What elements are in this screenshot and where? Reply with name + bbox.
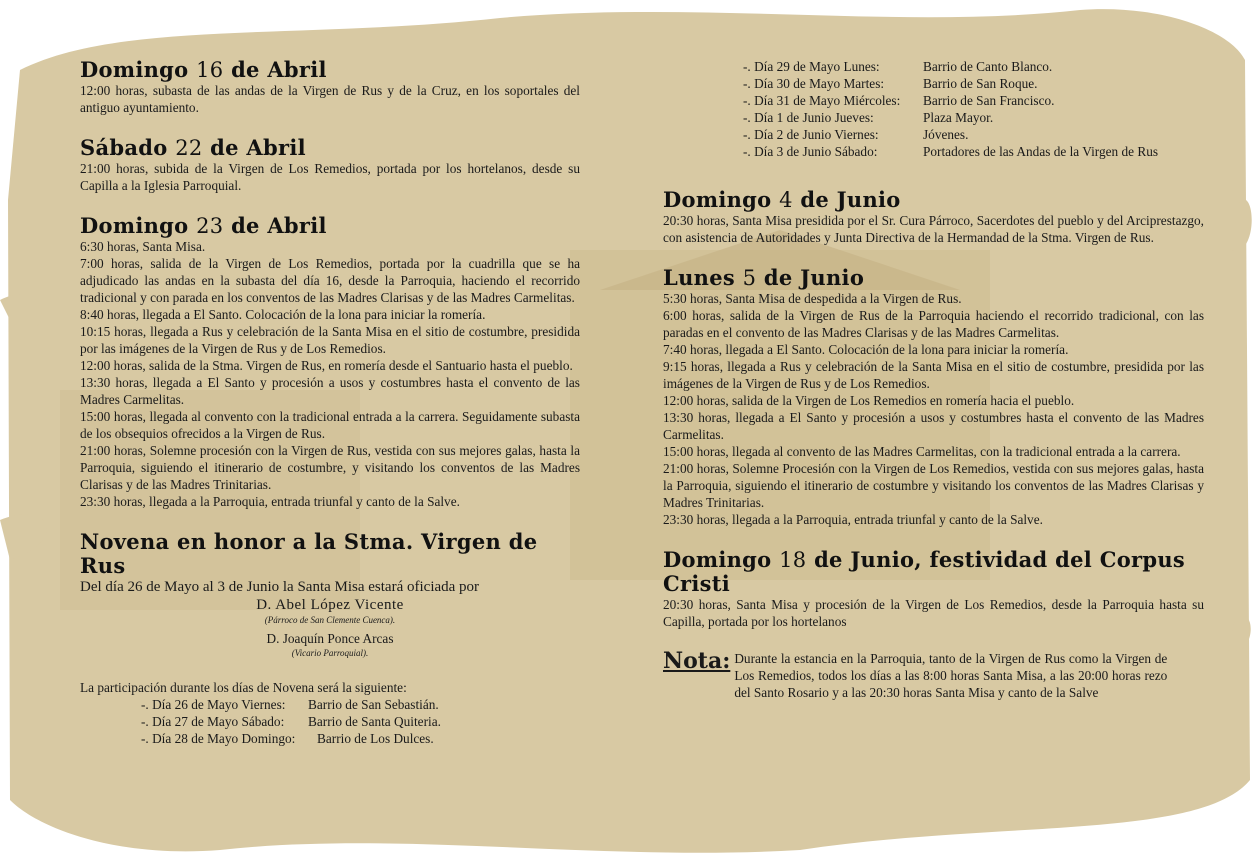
event-line: 21:00 horas, Solemne procesión con la Virgen de Rus, vestida con sus mejores galas, hasta la Parroquia, siguiendo el itinerario de costumbre, y visitando los conventos de las Madres Clarisas y de las Madres Trinitarias. <box>80 443 580 492</box>
participation-list <box>141 696 580 747</box>
list-item <box>743 75 1204 92</box>
event-line: 13:30 horas, llegada a El Santo y procesión a usos y costumbres hasta el convento de las Madres Carmelitas. <box>663 410 1204 442</box>
list-group: Barrio de San Francisco. <box>923 93 1055 108</box>
list-day: -. Día 29 de Mayo Lunes: <box>743 59 880 74</box>
section-body <box>663 596 1204 630</box>
list-day: -. Día 28 de Mayo Domingo: <box>141 731 296 746</box>
section-domingo-16-abril <box>80 58 580 116</box>
section-body <box>80 238 580 510</box>
list-day: -. Día 2 de Junio Viernes: <box>743 127 879 142</box>
list-day: -. Día 3 de Junio Sábado: <box>743 144 878 159</box>
section-domingo-4-junio <box>663 188 1204 246</box>
event-line: 10:15 horas, llegada a Rus y celebración de la Santa Misa en el sitio de costumbre, presidida por las imágenes de la Virgen de Rus y de Los Remedios. <box>80 324 580 356</box>
list-group: Barrio de Santa Quiteria. <box>308 714 441 729</box>
event-line: 23:30 horas, llegada a la Parroquia, entrada triunfal y canto de la Salve. <box>80 494 460 509</box>
section-body <box>80 82 580 116</box>
list-item <box>743 126 1204 143</box>
heading-day: Sábado <box>80 135 168 160</box>
event-line: 13:30 horas, llegada a El Santo y procesión a usos y costumbres hasta el convento de las Madres Carmelitas. <box>80 375 580 407</box>
list-group: Barrio de San Roque. <box>923 76 1038 91</box>
nota-block <box>663 650 1204 701</box>
heading-number: 5 <box>742 266 757 290</box>
list-day: -. Día 30 de Mayo Martes: <box>743 76 885 91</box>
heading-day: Domingo <box>663 187 772 212</box>
list-day: -. Día 1 de Junio Jueves: <box>743 110 874 125</box>
heading-day: Domingo <box>663 547 772 572</box>
event-line: 6:00 horas, salida de la Virgen de Rus de la Parroquia haciendo el recorrido tradicional, con las paradas en el convento de las Madres Clarisas y de las Madres Carmelitas. <box>663 308 1204 340</box>
event-line: 21:00 horas, Solemne Procesión con la Virgen de Los Remedios, vestida con sus mejores galas, hasta la Parroquia, siguiendo el itinerario de costumbre y visitando los conventos de las Madres Clarisas y Madres Trinitarias. <box>663 461 1204 510</box>
participation-list-continued <box>743 58 1204 160</box>
priest-name: D. Joaquín Ponce Arcas <box>266 631 394 646</box>
event-line: 12:00 horas, salida de la Stma. Virgen de Rus, en romería desde el Santuario hasta el pueblo. <box>80 358 573 373</box>
event-line: 12:00 horas, subasta de las andas de la Virgen de Rus y de la Cruz, en los soportales del antiguo ayuntamiento. <box>80 83 580 115</box>
list-item <box>141 730 580 747</box>
event-line: 20:30 horas, Santa Misa y procesión de la Virgen de Los Remedios, desde la Parroquia hasta su Capilla, portada por los hortelanos <box>663 597 1204 629</box>
heading-month: de Junio <box>800 187 901 212</box>
novena-heading: Novena en honor a la Stma. Virgen de Rus <box>80 529 538 578</box>
heading-number: 4 <box>779 188 793 212</box>
section-body <box>663 212 1204 246</box>
list-group: Jóvenes. <box>923 127 969 142</box>
list-item <box>141 713 580 730</box>
list-item <box>743 143 1204 160</box>
list-day: -. Día 26 de Mayo Viernes: <box>141 697 286 712</box>
heading-day: Lunes <box>663 265 735 290</box>
event-line: 15:00 horas, llegada al convento de las Madres Carmelitas, con la tradicional entrada a la carrera. <box>663 444 1181 459</box>
list-day: -. Día 31 de Mayo Miércoles: <box>743 93 901 108</box>
section-heading <box>663 548 1204 596</box>
section-novena <box>80 530 580 747</box>
section-sabado-22-abril <box>80 136 580 194</box>
section-lunes-5-junio <box>663 266 1204 528</box>
section-domingo-18-junio-corpus <box>663 548 1204 630</box>
heading-month: de Abril <box>231 213 327 238</box>
heading-month: de Abril <box>210 135 306 160</box>
event-line: 12:00 horas, salida de la Virgen de Los Remedios en romería hacia el pueblo. <box>663 393 1075 408</box>
heading-month: de Junio <box>763 265 865 290</box>
list-group: Portadores de las Andas de la Virgen de Rus <box>923 144 1159 159</box>
event-line: 15:00 horas, llegada al convento con la tradicional entrada a la carrera. Seguidamente subasta de los obsequios ofrecidos a la Virgen de Rus. <box>80 409 580 441</box>
section-heading <box>80 58 580 82</box>
heading-number: 23 <box>196 214 224 238</box>
event-line: 23:30 horas, llegada a la Parroquia, entrada triunfal y canto de la Salve. <box>663 512 1043 527</box>
event-line: 6:30 horas, Santa Misa. <box>80 239 206 254</box>
event-line: 7:40 horas, llegada a El Santo. Colocación de la lona para iniciar la romería. <box>663 342 1069 357</box>
priests-block <box>80 596 580 659</box>
heading-number: 22 <box>175 136 203 160</box>
priest-name: D. Abel López Vicente <box>256 597 404 613</box>
section-heading <box>80 136 580 160</box>
novena-intro: Del día 26 de Mayo al 3 de Junio la Santa Misa estará oficiada por <box>80 579 480 595</box>
list-group: Barrio de San Sebastián. <box>308 697 439 712</box>
list-item <box>743 92 1204 109</box>
event-line: 8:40 horas, llegada a El Santo. Colocación de la lona para iniciar la romería. <box>80 307 486 322</box>
section-body <box>663 290 1204 528</box>
nota-label: Nota: <box>663 648 731 674</box>
section-domingo-23-abril <box>80 214 580 510</box>
list-group: Barrio de Los Dulces. <box>317 731 434 746</box>
priest-role: (Párroco de San Clemente Cuenca). <box>264 615 396 625</box>
section-heading <box>80 214 580 238</box>
heading-day: Domingo <box>80 57 189 82</box>
section-heading <box>663 188 1204 212</box>
priest-role: (Vicario Parroquial). <box>291 648 369 658</box>
heading-month: de Abril <box>231 57 327 82</box>
heading-day: Domingo <box>80 213 189 238</box>
heading-month: de Junio, festividad del Corpus Cristi <box>663 547 1186 596</box>
right-column <box>663 58 1204 701</box>
list-group: Plaza Mayor. <box>923 110 994 125</box>
list-item <box>743 58 1204 75</box>
event-line: 9:15 horas, llegada a Rus y celebración de la Santa Misa en el sitio de costumbre, presidida por las imágenes de la Virgen de Rus y de Los Remedios. <box>663 359 1204 391</box>
list-group: Barrio de Canto Blanco. <box>923 59 1053 74</box>
nota-text: Durante la estancia en la Parroquia, tanto de la Virgen de Rus como la Virgen de Los Remedios, todos los días a las 8:00 horas Santa Misa, a las 20:00 horas rezo del Santo Rosario y a las 20:30 horas Santa Misa y canto de la Salve <box>734 651 1168 700</box>
left-column <box>80 58 580 767</box>
event-line: 5:30 horas, Santa Misa de despedida a la Virgen de Rus. <box>663 291 962 306</box>
list-item <box>743 109 1204 126</box>
heading-number: 16 <box>196 58 224 82</box>
list-item <box>141 696 580 713</box>
list-day: -. Día 27 de Mayo Sábado: <box>141 714 285 729</box>
section-heading <box>663 266 1204 290</box>
event-line: 21:00 horas, subida de la Virgen de Los Remedios, portada por los hortelanos, desde su Capilla a la Iglesia Parroquial. <box>80 161 580 193</box>
participation-intro: La participación durante los días de Novena será la siguiente: <box>80 680 407 695</box>
heading-number: 18 <box>779 548 807 572</box>
event-line: 20:30 horas, Santa Misa presidida por el Sr. Cura Párroco, Sacerdotes del pueblo y del Arciprestazgo, con asistencia de Autoridades y Junta Directiva de la Hermandad de la Stma. Virgen de Rus. <box>663 213 1204 245</box>
event-line: 7:00 horas, salida de la Virgen de Los Remedios, portada por la cuadrilla que se ha adjudicado las andas en la subasta del día 16, desde la Parroquia, haciendo el recorrido tradicional y con parada en los conventos de las Madres Clarisas y de las Madres Carmelitas. <box>80 256 580 305</box>
section-body <box>80 160 580 194</box>
